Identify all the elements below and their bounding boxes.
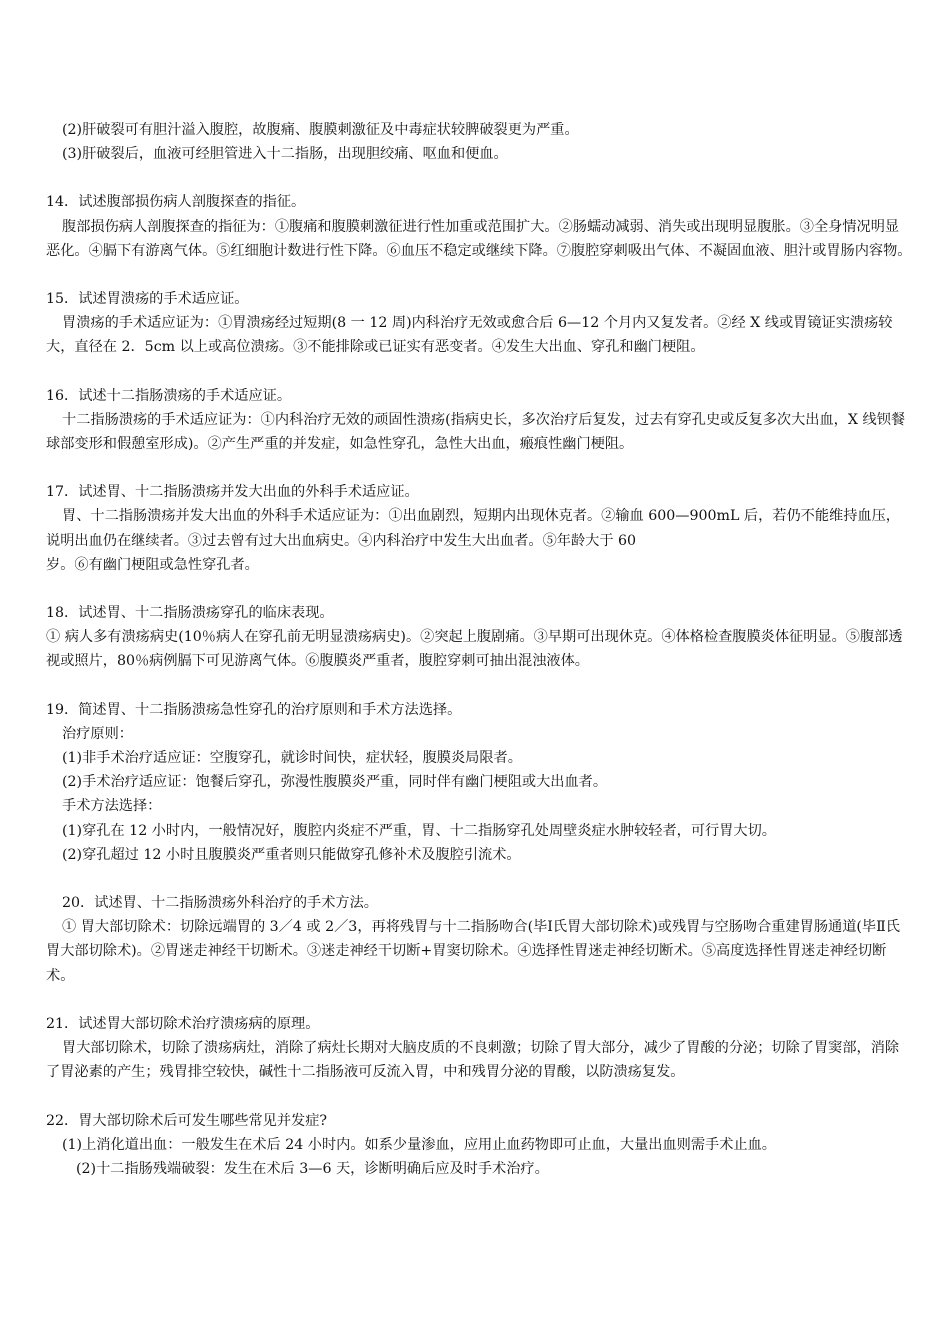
list-item: (2)十二指肠残端破裂：发生在术后 3—6 天，诊断明确后应及时手术治疗。 [76, 1160, 549, 1177]
list-item: (2)手术治疗适应证：饱餐后穿孔，弥漫性腹膜炎严重，同时伴有幽门梗阻或大出血者。 [62, 774, 608, 791]
answer-paragraph: ① 病人多有溃疡病史(10％病人在穿孔前无明显溃疡病史)。②突起上腹剧痛。③早期可出现休克。④体格检查腹膜炎体征明显。⑤腹部透视或照片，80％病例膈下可见游离气体。⑥腹膜炎严重者，腹腔穿刺可抽出混浊液体。 [46, 629, 903, 670]
answer-paragraph: 胃溃疡的手术适应证为：①胃溃疡经过短期(8 一 12 周)内科治疗无效或愈合后 6—12 个月内又复发者。②经 X 线或胃镜证实溃疡较大，直径在 2．5cm 以上或高位溃疡。③不能排除或已证实有恶变者。④发生大出血、穿孔和幽门梗阻。 [46, 315, 893, 356]
question-title: 16．试述十二指肠溃疡的手术适应证。 [46, 387, 292, 404]
question-title: 14．试述腹部损伤病人剖腹探查的指征。 [46, 194, 306, 211]
subheading: 手术方法选择： [62, 798, 162, 815]
answer-paragraph: 胃、十二指肠溃疡并发大出血的外科手术适应证为：①出血剧烈，短期内出现休克者。②输血 600—900mL 后，若仍不能维持血压，说明出血仍在继续者。③过去曾有过大出血病史。④内科治疗中发生大出血者。⑤年龄大于 60 [46, 508, 900, 549]
question-title: 22．胃大部切除术后可发生哪些常见并发症? [46, 1112, 328, 1129]
text-line: (2)肝破裂可有胆汁溢入腹腔，故腹痛、腹膜刺激征及中毒症状较脾破裂更为严重。 [62, 122, 579, 138]
list-item: (1)非手术治疗适应证：空腹穿孔，就诊时间快，症状轻，腹膜炎局限者。 [62, 750, 522, 767]
question-title: 18．试述胃、十二指肠溃疡穿孔的临床表现。 [46, 605, 334, 622]
list-item: (2)穿孔超过 12 小时且腹膜炎严重者则只能做穿孔修补术及腹腔引流术。 [62, 846, 521, 863]
question-title: 17．试述胃、十二指肠溃疡并发大出血的外科手术适应证。 [46, 484, 419, 501]
answer-paragraph: ① 胃大部切除术：切除远端胃的 3／4 或 2／3，再将残胃与十二指肠吻合(毕Ⅰ氏胃大部切除术)或残胃与空肠吻合重建胃肠通道(毕Ⅱ氏胃大部切除术)。②胃迷走神经干切断术。③迷走神经干切断+胃窦切除术。④选择性胃迷走神经切断术。⑤高度选择性胃迷走神经切断术。 [46, 919, 900, 984]
question-title: 15．试述胃溃疡的手术适应证。 [46, 291, 249, 308]
question-title: 20．试述胃、十二指肠溃疡外科治疗的手术方法。 [62, 895, 378, 912]
text-line: (3)肝破裂后，血液可经胆管进入十二指肠，出现胆绞痛、呕血和便血。 [62, 146, 508, 163]
document-page [46, 118, 912, 1181]
answer-paragraph: 胃大部切除术，切除了溃疡病灶，消除了病灶长期对大脑皮质的不良刺激；切除了胃大部分，减少了胃酸的分泌；切除了胃窦部，消除了胃泌素的产生；残胃排空较快，碱性十二指肠液可反流入胃，中和残胃分泌的胃酸，以防溃疡复发。 [46, 1040, 900, 1081]
question-title: 21．试述胃大部切除术治疗溃疡病的原理。 [46, 1015, 320, 1032]
subheading: 治疗原则： [62, 725, 133, 742]
list-item: (1)上消化道出血：一般发生在术后 24 小时内。如系少量渗血，应用止血药物即可止血，大量出血则需手术止血。 [62, 1136, 776, 1153]
answer-paragraph-end: 岁。⑥有幽门梗阻或急性穿孔者。 [46, 556, 259, 573]
question-title: 19．简述胃、十二指肠溃疡急性穿孔的治疗原则和手术方法选择。 [46, 701, 462, 718]
answer-paragraph: 十二指肠溃疡的手术适应证为：①内科治疗无效的顽固性溃疡(指病史长，多次治疗后复发，过去有穿孔史或反复多次大出血，X 线钡餐球部变形和假憩室形成)。②产生严重的并发症，如急性穿孔，急性大出血，瘢痕性幽门梗阻。 [46, 411, 906, 453]
list-item: (1)穿孔在 12 小时内，一般情况好，腹腔内炎症不严重，胃、十二指肠穿孔处周壁炎症水肿较轻者，可行胃大切。 [62, 822, 776, 839]
answer-paragraph: 腹部损伤病人剖腹探查的指征为：①腹痛和腹膜刺激征进行性加重或范围扩大。②肠蠕动减弱、消失或出现明显腹胀。③全身情况明显恶化。④膈下有游离气体。⑤红细胞计数进行性下降。⑥血压不稳定或继续下降。⑦腹腔穿刺吸出气体、不凝固血液、胆汁或胃肠内容物。 [46, 218, 912, 259]
